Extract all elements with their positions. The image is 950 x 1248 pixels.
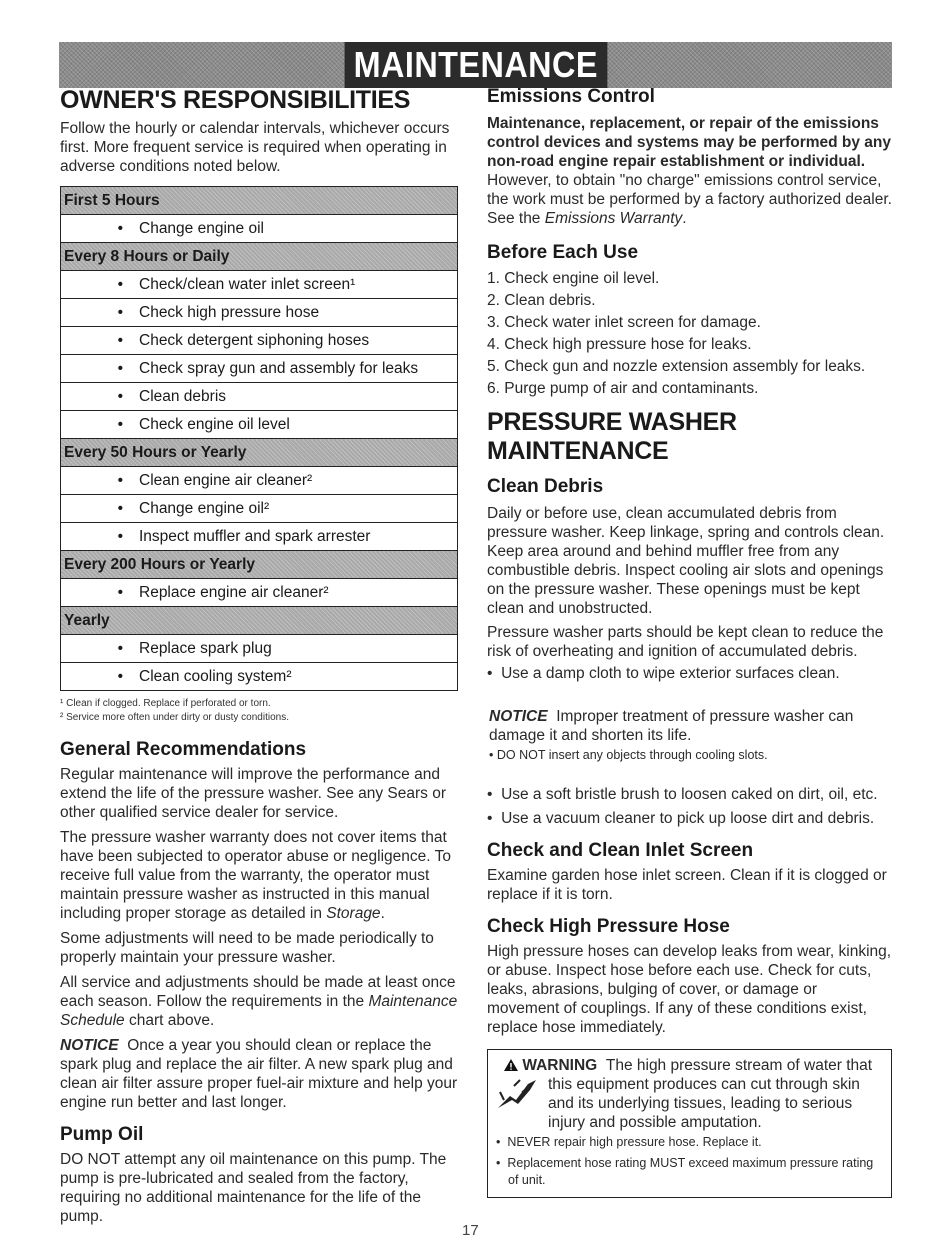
owners-responsibilities-title: OWNER'S RESPONSIBILITIES (60, 86, 411, 114)
storage-reference: Storage (326, 905, 381, 922)
banner-title: MAINTENANCE (344, 42, 606, 88)
schedule-task-row: • Check/clean water inlet screen¹ (61, 271, 458, 299)
notice-label: NOTICE (60, 1037, 119, 1054)
schedule-task-row: • Replace engine air cleaner² (61, 579, 458, 607)
schedule-task-row: • Clean debris (61, 383, 458, 411)
notice-block (487, 707, 892, 764)
schedule-interval-header: Every 200 Hours or Yearly (61, 551, 458, 579)
general-paragraph-3: Some adjustments will need to be made periodically to properly maintain your pressure washer. (60, 930, 434, 966)
warning-box (487, 1049, 892, 1198)
warning-triangle-icon (504, 1059, 518, 1071)
schedule-interval-header: Every 8 Hours or Daily (61, 243, 458, 271)
schedule-task-row: • Change engine oil² (61, 495, 458, 523)
schedule-task-row: • Change engine oil (61, 215, 458, 243)
schedule-task-row: • Replace spark plug (61, 635, 458, 663)
pump-oil-text: DO NOT attempt any oil maintenance on this pump. The pump is pre-lubricated and sealed from the factory, requiring no additional maintenance for the life of the pump. (60, 1151, 447, 1225)
schedule-task-row: • Check detergent siphoning hoses (61, 327, 458, 355)
emissions-control-title: Emissions Control (487, 86, 655, 107)
schedule-interval-header: Yearly (61, 607, 458, 635)
section-banner (59, 42, 892, 88)
before-each-use-title: Before Each Use (487, 242, 639, 263)
schedule-interval-header: First 5 Hours (61, 187, 458, 215)
general-paragraph-4: All service and adjustments should be made at least once each season. Follow the requirements in the Maintenance Schedule chart above. (60, 974, 458, 1029)
schedule-task-row: • Clean cooling system² (61, 663, 458, 691)
notice-paragraph-right: NOTICE Improper treatment of pressure washer can damage it and shorten its life. (489, 708, 854, 744)
schedule-interval-header: Every 50 Hours or Yearly (61, 439, 458, 467)
footnote-1: ¹ Clean if clogged. Replace if perforated or torn. (60, 698, 271, 709)
general-paragraph-2: The pressure washer warranty does not cover items that have been subjected to operator abuse or negligence. To receive full value from the warranty, the operator must maintain pressure washer as instructed in this manual including proper storage as detailed in Storage. (60, 829, 451, 922)
inlet-screen-text: Examine garden hose inlet screen. Clean if it is clogged or replace if it is torn. (487, 867, 887, 903)
warning-label: WARNING (522, 1057, 598, 1074)
before-each-use-list (487, 268, 892, 400)
general-paragraph-1: Regular maintenance will improve the performance and extend the life of the pressure washer. See any Sears or other qualified service dealer for service. (60, 766, 447, 821)
emissions-paragraph: Maintenance, replacement, or repair of the emissions control devices and systems may be performed by any non-road engine repair establishment or individual. However, to obtain "no charge" emissions control service, the work must be performed by a factory authorized dealer. See the Emissions Warranty. (487, 115, 892, 227)
emissions-bold-text: Maintenance, replacement, or repair of the emissions control devices and systems may be performed by any non-road engine repair establishment or individual. (487, 115, 892, 170)
emissions-warranty-reference: Emissions Warranty (544, 210, 683, 227)
schedule-task-row: • Check engine oil level (61, 411, 458, 439)
clean-bullet-3: • Use a vacuum cleaner to pick up loose dirt and debris. (487, 810, 875, 827)
high-pressure-hose-title: Check High Pressure Hose (487, 916, 730, 937)
footnote-2: ² Service more often under dirty or dusty conditions. (60, 712, 289, 723)
maintenance-schedule-table (60, 186, 458, 691)
general-recommendations-title: General Recommendations (60, 739, 307, 760)
left-column (60, 88, 460, 1226)
owners-intro: Follow the hourly or calendar intervals, whichever occurs first. More frequent service is required when operating in adverse conditions noted below. (60, 120, 450, 175)
schedule-task-row: • Check high pressure hose (61, 299, 458, 327)
warning-text: WARNING The high pressure stream of water that this equipment produces can cut through skin and its underlying tissues, leading to serious injury and possible amputation. (548, 1056, 883, 1132)
before-each-use-item: 1. Check engine oil level. (487, 270, 660, 287)
notice-bullet: • DO NOT insert any objects through cooling slots. (489, 748, 768, 762)
high-pressure-hose-text: High pressure hoses can develop leaks from wear, kinking, or abuse. Inspect hose before each use. Check for cuts, leaks, abrasions, bulging of cover, or damage or movement of couplings. If any of these conditions exist, replace hose immediately. (487, 943, 892, 1036)
notice-label-right: NOTICE (489, 708, 548, 725)
clean-debris-paragraph-1: Daily or before use, clean accumulated debris from pressure washer. Keep linkage, spring and controls clean. Keep area around and behind muffler free from any combustible debris. Inspect cooling air slots and openings on the pressure washer. These openings must be kept clean and unobstructed. (487, 505, 885, 617)
before-each-use-item: 2. Clean debris. (487, 292, 596, 309)
clean-debris-paragraph-2: Pressure washer parts should be kept clean to reduce the risk of overheating and ignition of accumulated debris. (487, 624, 884, 660)
warning-bullet-1: • NEVER repair high pressure hose. Replace it. (496, 1135, 762, 1149)
schedule-task-row: • Check spray gun and assembly for leaks (61, 355, 458, 383)
before-each-use-item: 4. Check high pressure hose for leaks. (487, 336, 752, 353)
notice-paragraph: NOTICE Once a year you should clean or replace the spark plug and replace the air filter. A new spark plug and clean air filter assure proper fuel-air mixture and help your engine run better and last longer. (60, 1037, 458, 1111)
right-column (487, 88, 892, 1198)
page-number: 17 (462, 1222, 479, 1239)
clean-bullet-2: • Use a soft bristle brush to loosen caked on dirt, oil, etc. (487, 786, 878, 803)
before-each-use-item: 3. Check water inlet screen for damage. (487, 314, 761, 331)
clean-bullet-1: • Use a damp cloth to wipe exterior surfaces clean. (487, 665, 840, 682)
warning-bullet-2: • Replacement hose rating MUST exceed maximum pressure rating of unit. (496, 1156, 874, 1187)
clean-debris-title: Clean Debris (487, 476, 604, 497)
schedule-task-row: • Clean engine air cleaner² (61, 467, 458, 495)
pressure-washer-maintenance-title: PRESSURE WASHER MAINTENANCE (487, 408, 737, 465)
pump-oil-title: Pump Oil (60, 1124, 144, 1145)
before-each-use-item: 6. Purge pump of air and contaminants. (487, 380, 759, 397)
schedule-task-row: • Inspect muffler and spark arrester (61, 523, 458, 551)
before-each-use-item: 5. Check gun and nozzle extension assembly for leaks. (487, 358, 866, 375)
schedule-reference: Maintenance Schedule (60, 993, 458, 1029)
inlet-screen-title: Check and Clean Inlet Screen (487, 840, 754, 861)
